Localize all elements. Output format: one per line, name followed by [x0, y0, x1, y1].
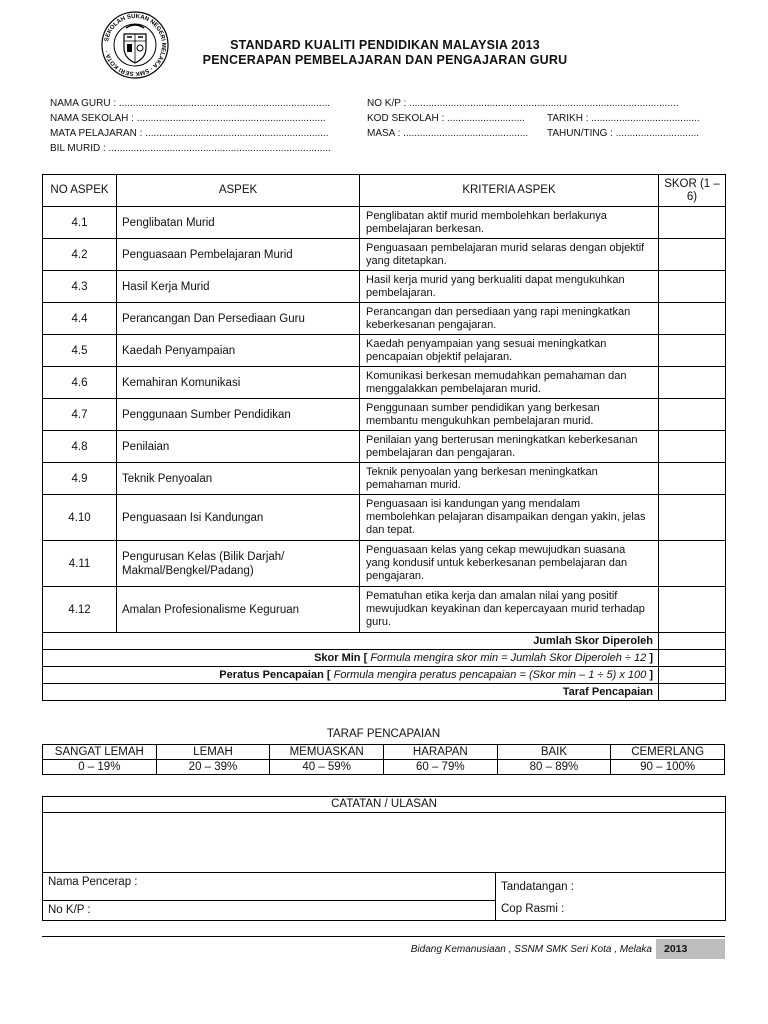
row-aspek: Teknik Penyoalan [117, 463, 360, 495]
title-line-1: STANDARD KUALITI PENDIDIKAN MALAYSIA 2013 [230, 38, 540, 52]
row-skor-cell[interactable] [659, 207, 726, 239]
col-aspek: ASPEK [117, 175, 360, 207]
field-mata-pelajaran[interactable]: MATA PELAJARAN : .................................................................. [50, 128, 329, 139]
skor-min-formula: Formula mengira skor min = Jumlah Skor Diperoleh ÷ 12 [370, 652, 647, 664]
nama-pencerap-field[interactable] [43, 873, 496, 901]
row-kriteria: Penguasaan isi kandungan yang mendalam membolehkan pelajaran disampaikan dengan yakin, jelas dan tepat. [360, 495, 659, 541]
row-kriteria: Pematuhan etika kerja dan amalan nilai yang positif mewujudkan keyakinan dan kepercayaan murid terhadap guru. [360, 587, 659, 633]
taraf-level-range: 0 – 19% [43, 760, 157, 775]
row-kriteria: Perancangan dan persediaan yang rapi meningkatkan keberkesanan pengajaran. [360, 303, 659, 335]
taraf-level-label: CEMERLANG [611, 745, 725, 760]
table-row [43, 399, 726, 431]
table-row [43, 207, 726, 239]
field-masa[interactable]: MASA : ............................................. [367, 128, 529, 139]
row-aspek: Kemahiran Komunikasi [117, 367, 360, 399]
row-aspek: Pengurusan Kelas (Bilik Darjah/ Makmal/Bengkel/Padang) [117, 541, 360, 587]
field-bil-murid[interactable]: BIL MURID : ................................................................................ [50, 143, 331, 154]
taraf-level-label: HARAPAN [383, 745, 497, 760]
row-no: 4.1 [43, 207, 117, 239]
table-row [43, 587, 726, 633]
row-kriteria: Penilaian yang berterusan meningkatkan keberkesanan pembelajaran dan pengajaran. [360, 431, 659, 463]
row-aspek: Perancangan Dan Persediaan Guru [117, 303, 360, 335]
row-kriteria: Kaedah penyampaian yang sesuai meningkatkan pencapaian objektif pelajaran. [360, 335, 659, 367]
row-kriteria: Hasil kerja murid yang berkualiti dapat mengukuhkan pembelajaran. [360, 271, 659, 303]
row-no: 4.4 [43, 303, 117, 335]
school-crest-logo [100, 10, 170, 80]
row-skor-cell[interactable] [659, 367, 726, 399]
table-header-row [43, 175, 726, 207]
taraf-level-label: LEMAH [156, 745, 270, 760]
table-row [43, 271, 726, 303]
footer-divider [42, 936, 725, 937]
taraf-row [43, 684, 726, 701]
catatan-text-area[interactable] [43, 813, 726, 873]
row-no: 4.11 [43, 541, 117, 587]
taraf-label: Taraf Pencapaian [43, 684, 659, 701]
taraf-level-range: 60 – 79% [383, 760, 497, 775]
row-no: 4.2 [43, 239, 117, 271]
field-kod-sekolah[interactable]: KOD SEKOLAH : ............................ [367, 113, 525, 124]
row-no: 4.3 [43, 271, 117, 303]
no-kp-pencerap-field[interactable] [43, 901, 496, 921]
row-skor-cell[interactable] [659, 463, 726, 495]
row-skor-cell[interactable] [659, 271, 726, 303]
table-row [43, 303, 726, 335]
taraf-pencapaian-table [42, 744, 725, 775]
row-skor-cell[interactable] [659, 431, 726, 463]
taraf-level-label: MEMUASKAN [270, 745, 384, 760]
field-tahun-ting[interactable]: TAHUN/TING : .............................. [547, 128, 700, 139]
row-skor-cell[interactable] [659, 495, 726, 541]
row-kriteria: Penguasaan pembelajaran murid selaras dengan objektif yang ditetapkan. [360, 239, 659, 271]
row-no: 4.12 [43, 587, 117, 633]
title-line-2: PENCERAPAN PEMBELAJARAN DAN PENGAJARAN GURU [202, 53, 568, 67]
col-no-aspek: NO ASPEK [43, 175, 117, 207]
row-no: 4.5 [43, 335, 117, 367]
field-no-kp[interactable]: NO K/P : ................................................................................................. [367, 98, 679, 109]
taraf-level-range: 90 – 100% [611, 760, 725, 775]
row-kriteria: Penggunaan sumber pendidikan yang berkesan membantu mengukuhkan pembelajaran murid. [360, 399, 659, 431]
row-skor-cell[interactable] [659, 303, 726, 335]
catatan-title: CATATAN / ULASAN [43, 797, 726, 813]
row-aspek: Penggunaan Sumber Pendidikan [117, 399, 360, 431]
cop-rasmi-label: Cop Rasmi : [501, 903, 565, 915]
row-kriteria: Komunikasi berkesan memudahkan pemahaman dan menggalakkan pembelajaran murid. [360, 367, 659, 399]
row-aspek: Penguasaan Isi Kandungan [117, 495, 360, 541]
peratus-row [43, 667, 726, 684]
taraf-level-label: SANGAT LEMAH [43, 745, 157, 760]
taraf-labels-row [43, 745, 725, 760]
field-nama-guru[interactable]: NAMA GURU : ............................................................................ [50, 98, 331, 109]
taraf-level-range: 40 – 59% [270, 760, 384, 775]
taraf-cell[interactable] [659, 684, 726, 701]
jumlah-skor-label: Jumlah Skor Diperoleh [43, 633, 659, 650]
col-kriteria: KRITERIA ASPEK [360, 175, 659, 207]
field-nama-sekolah[interactable]: NAMA SEKOLAH : .................................................................... [50, 113, 326, 124]
row-kriteria: Penglibatan aktif murid membolehkan berlakunya pembelajaran berkesan. [360, 207, 659, 239]
row-aspek: Penglibatan Murid [117, 207, 360, 239]
taraf-level-label: BAIK [497, 745, 611, 760]
table-row [43, 541, 726, 587]
row-aspek: Kaedah Penyampaian [117, 335, 360, 367]
row-skor-cell[interactable] [659, 399, 726, 431]
row-skor-cell[interactable] [659, 239, 726, 271]
peratus-cell[interactable] [659, 667, 726, 684]
tandatangan-label: Tandatangan : [501, 881, 574, 893]
table-row [43, 335, 726, 367]
row-no: 4.6 [43, 367, 117, 399]
taraf-level-range: 80 – 89% [497, 760, 611, 775]
jumlah-skor-row [43, 633, 726, 650]
table-row [43, 495, 726, 541]
row-skor-cell[interactable] [659, 587, 726, 633]
table-row [43, 431, 726, 463]
peratus-formula: Formula mengira peratus pencapaian = (Skor min – 1 ÷ 5) x 100 [333, 669, 647, 681]
taraf-ranges-row [43, 760, 725, 775]
row-no: 4.8 [43, 431, 117, 463]
row-aspek: Penguasaan Pembelajaran Murid [117, 239, 360, 271]
taraf-level-range: 20 – 39% [156, 760, 270, 775]
skor-min-cell[interactable] [659, 650, 726, 667]
row-kriteria: Penguasaan kelas yang cekap mewujudkan suasana yang kondusif untuk keberkesanan pembelajaran dan pengajaran. [360, 541, 659, 587]
table-row [43, 463, 726, 495]
aspect-score-table [42, 174, 726, 701]
row-skor-cell[interactable] [659, 541, 726, 587]
no-kp-pencerap-label: No K/P : [48, 904, 91, 916]
peratus-label: Peratus Pencapaian [ Formula mengira peratus pencapaian = (Skor min – 1 ÷ 5) x 100 ] [43, 667, 659, 684]
row-kriteria: Teknik penyoalan yang berkesan meningkatkan pemahaman murid. [360, 463, 659, 495]
logo-ring-text: SEKOLAH SUKAN NEGERI MELAKA · SMK SERI KOTA · [104, 13, 167, 77]
row-no: 4.7 [43, 399, 117, 431]
jumlah-skor-cell[interactable] [659, 633, 726, 650]
nama-pencerap-label: Nama Pencerap : [48, 876, 138, 888]
footer-text: Bidang Kemanusiaan , SSNM SMK Seri Kota , Melaka [410, 944, 652, 955]
row-aspek: Hasil Kerja Murid [117, 271, 360, 303]
footer-year-badge: 2013 [656, 939, 725, 959]
skor-min-row [43, 650, 726, 667]
field-tarikh[interactable]: TARIKH : ....................................... [547, 113, 700, 124]
row-no: 4.10 [43, 495, 117, 541]
row-aspek: Penilaian [117, 431, 360, 463]
row-no: 4.9 [43, 463, 117, 495]
signature-field[interactable] [496, 873, 726, 921]
row-skor-cell[interactable] [659, 335, 726, 367]
skor-min-label: Skor Min [ Formula mengira skor min = Jumlah Skor Diperoleh ÷ 12 ] [43, 650, 659, 667]
col-skor: SKOR (1 – 6) [659, 175, 726, 207]
row-aspek: Amalan Profesionalisme Keguruan [117, 587, 360, 633]
form-title [170, 38, 600, 68]
taraf-pencapaian-title: TARAF PENCAPAIAN [326, 728, 441, 740]
catatan-ulasan-box [42, 796, 726, 921]
table-row [43, 367, 726, 399]
table-row [43, 239, 726, 271]
